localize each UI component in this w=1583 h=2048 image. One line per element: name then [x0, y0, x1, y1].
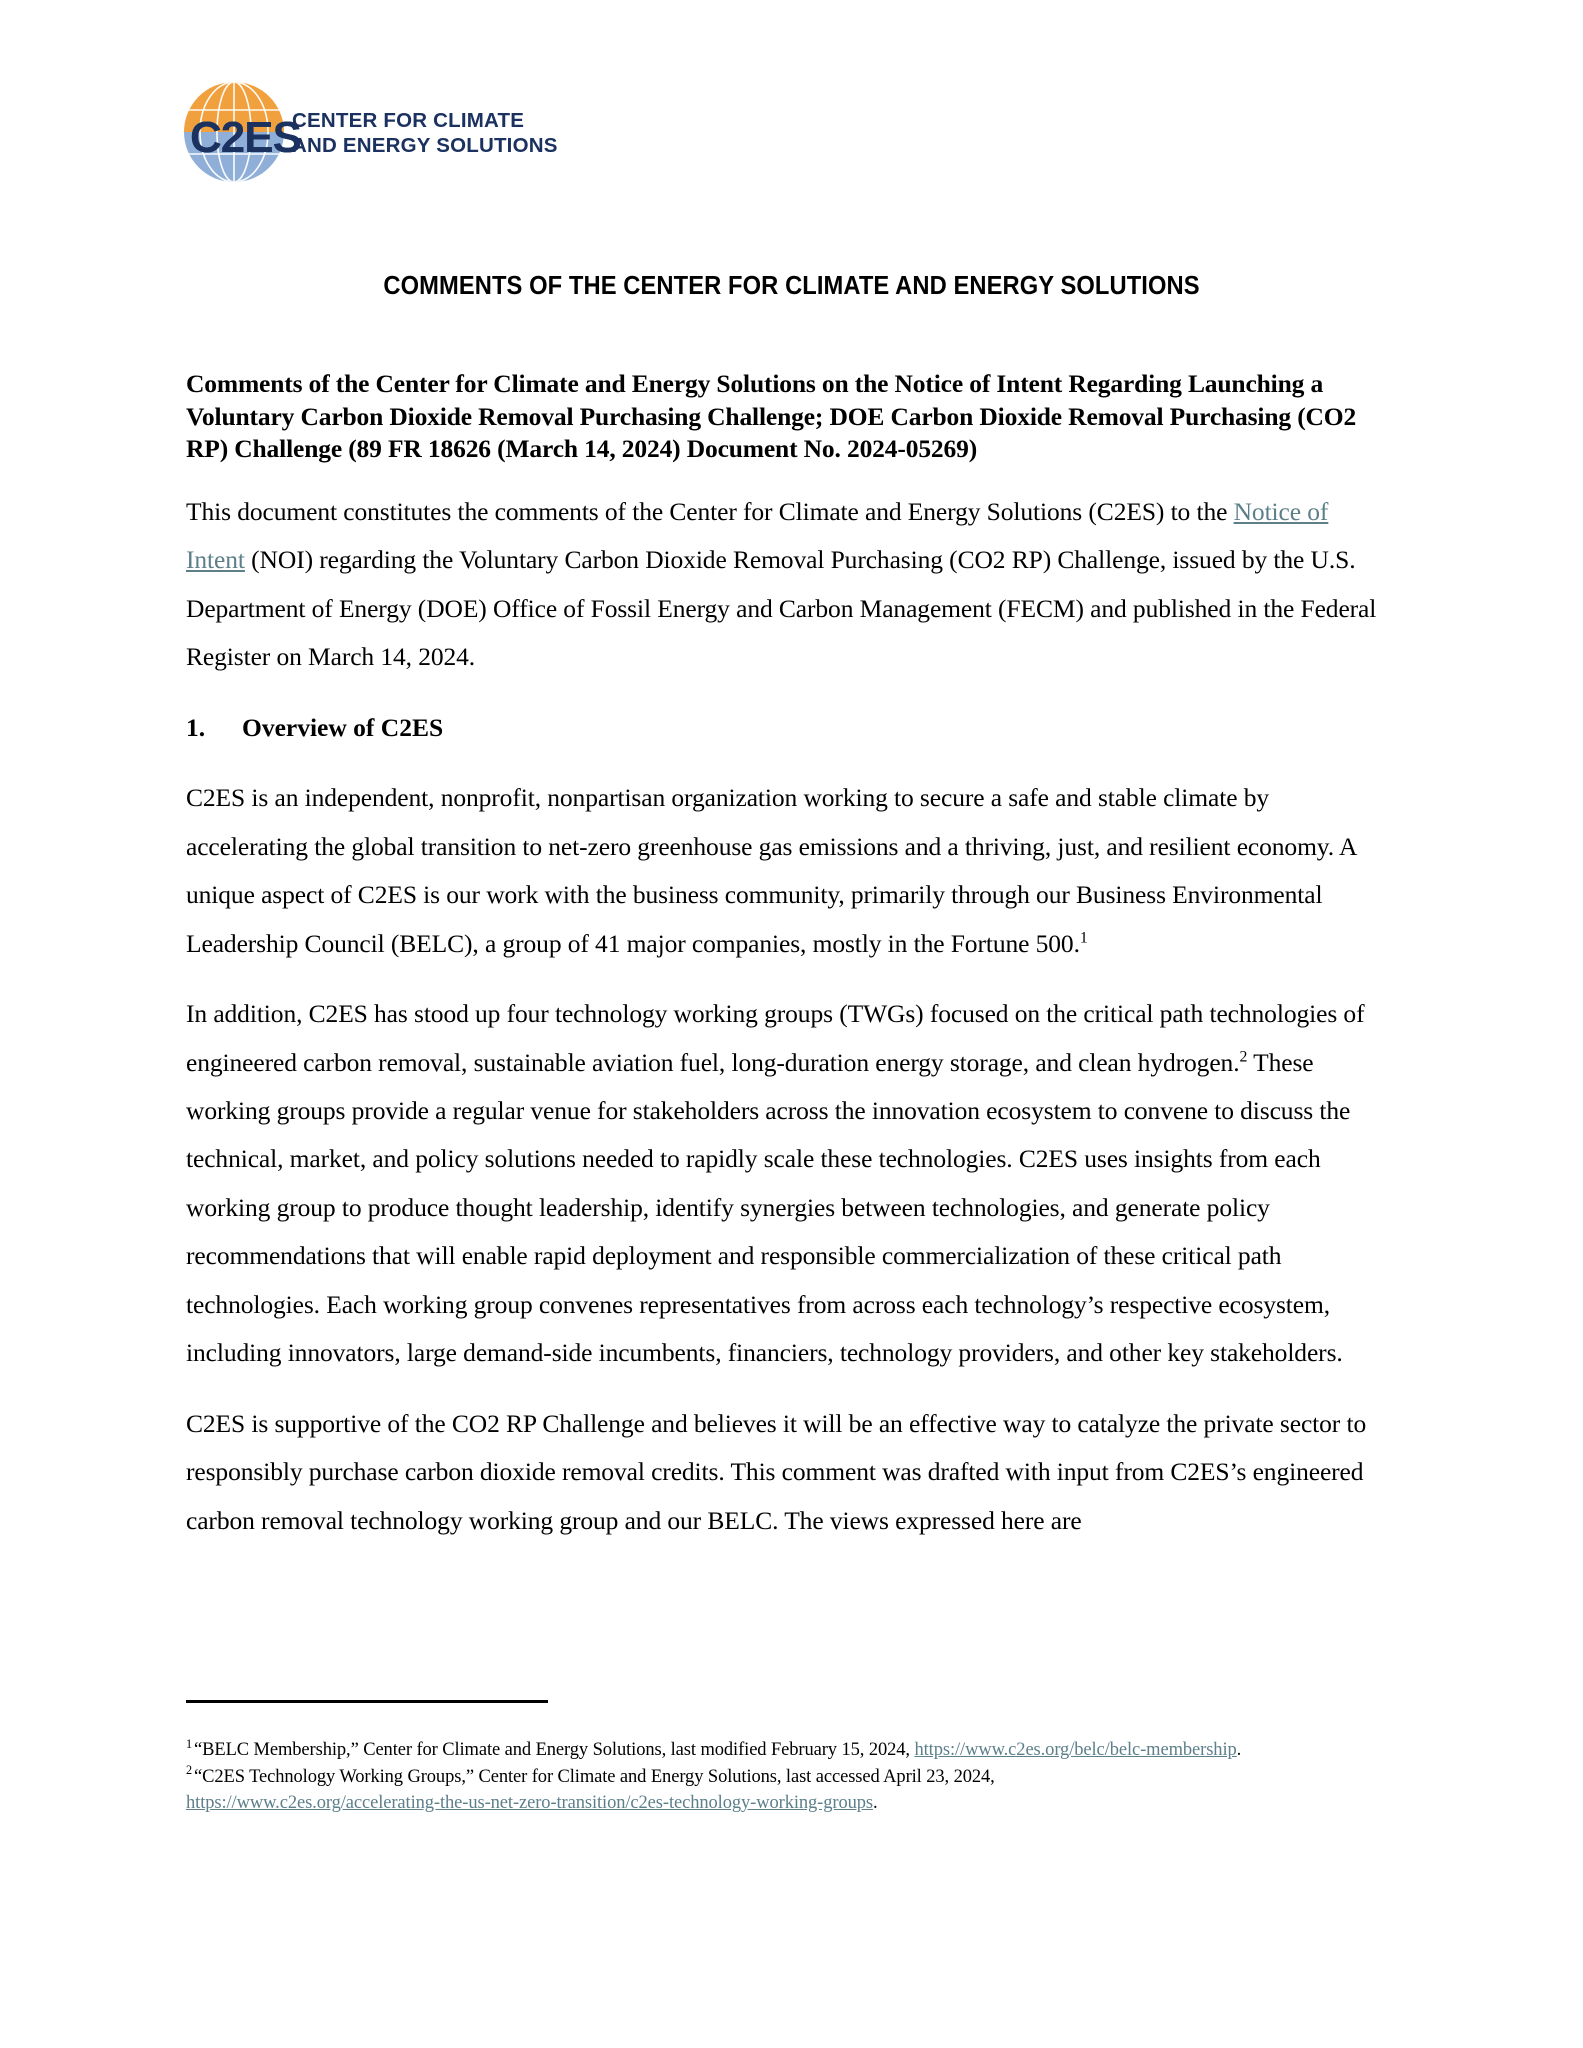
intro-text-part1: This document constitutes the comments of the Center for Climate and Energy Solutions (C2ES) to the — [186, 496, 1234, 526]
footnote-2-text: “C2ES Technology Working Groups,” Center for Climate and Energy Solutions, last accessed April 23, 2024, — [194, 1766, 995, 1787]
globe-icon — [182, 80, 301, 184]
footnote-1-text: “BELC Membership,” Center for Climate and Energy Solutions, last modified February 15, 2024, — [194, 1740, 915, 1760]
footnote-1-marker: 1 — [186, 1736, 193, 1751]
document-body — [186, 368, 1386, 1567]
section1-paragraph-2-text-a: In addition, C2ES has stood up four technology working groups (TWGs) focused on the critical path technologies of engineered carbon removal, sustainable aviation fuel, long-duration energy storage, and clean hydrogen. — [186, 999, 1365, 1077]
footnote-2 — [186, 1764, 1386, 1817]
logo-tagline — [292, 106, 558, 158]
logo-wordmark: C2ES — [190, 113, 301, 162]
footnote-1-trailing: . — [1236, 1740, 1242, 1760]
section-number: 1. — [186, 712, 206, 742]
footnote-1-link[interactable]: https://www.c2es.org/belc/belc-membership — [914, 1740, 1237, 1760]
footnote-ref-2[interactable]: 2 — [1239, 1048, 1248, 1066]
section1-paragraph-2-text-b: These working groups provide a regular venue for stakeholders across the innovation ecosystem to convene to discuss the technical, market, and policy solutions needed to rapidly scale these technologies. C2ES uses insights from each working group to produce thought leadership, identify synergies between technologies, and generate policy recommendations that will enable rapid deployment and responsible commercialization of these critical path technologies. Each working group convenes representatives from across each technology’s respective ecosystem, including innovators, large demand-side incumbents, financiers, technology providers, and other key stakeholders. — [186, 1047, 1351, 1368]
footnote-2-link[interactable]: https://www.c2es.org/accelerating-the-us-net-zero-transition/c2es-technology-working-groups — [186, 1793, 873, 1814]
c2es-logo — [182, 78, 558, 186]
footnote-separator — [186, 1700, 548, 1703]
logo-tagline-line1: CENTER FOR CLIMATE — [292, 109, 525, 132]
section1-paragraph-1 — [186, 774, 1386, 968]
logo-tagline-line2: AND ENERGY SOLUTIONS — [292, 134, 558, 157]
section-heading-label: Overview of C2ES — [242, 712, 444, 742]
footnote-1 — [186, 1737, 1386, 1764]
page-title: COMMENTS OF THE CENTER FOR CLIMATE AND ENERGY SOLUTIONS — [383, 272, 1200, 300]
section1-paragraph-2 — [186, 990, 1386, 1378]
footnote-ref-1[interactable]: 1 — [1079, 929, 1088, 947]
section1-paragraph-3: C2ES is supportive of the CO2 RP Challenge and believes it will be an effective way to catalyze the private sector to responsibly purchase carbon dioxide removal credits. This comment was drafted with input from C2ES’s engineered carbon removal technology working group and our BELC. The views expressed here are — [186, 1408, 1367, 1535]
intro-text-part2: (NOI) regarding the Voluntary Carbon Dioxide Removal Purchasing (CO2 RP) Challenge, issued by the U.S. Department of Energy (DOE) Office of Fossil Energy and Carbon Management (FECM) and published in the Federal Register on March 14, 2024. — [186, 545, 1377, 672]
document-subtitle: Comments of the Center for Climate and Energy Solutions on the Notice of Intent Regarding Launching a Voluntary Carbon Dioxide Removal Purchasing Challenge; DOE Carbon Dioxide Removal Purchasing (CO2 RP) Challenge (89 FR 18626 (March 14, 2024) Document No. 2024-05269) — [186, 369, 1357, 464]
section1-paragraph-1-text: C2ES is an independent, nonprofit, nonpartisan organization working to secure a safe and stable climate by accelerating the global transition to net-zero greenhouse gas emissions and a thriving, just, and resilient economy. A unique aspect of C2ES is our work with the business community, primarily through our Business Environmental Leadership Council (BELC), a group of 41 major companies, mostly in the Fortune 500. — [186, 783, 1356, 958]
notice-of-intent-link[interactable]: Notice of Intent — [186, 496, 1329, 575]
footnote-2-marker: 2 — [186, 1763, 193, 1778]
section-heading-overview — [186, 708, 1386, 749]
intro-paragraph — [186, 488, 1386, 682]
footnote-area — [186, 1700, 1386, 1817]
footnote-2-trailing: . — [873, 1793, 878, 1814]
